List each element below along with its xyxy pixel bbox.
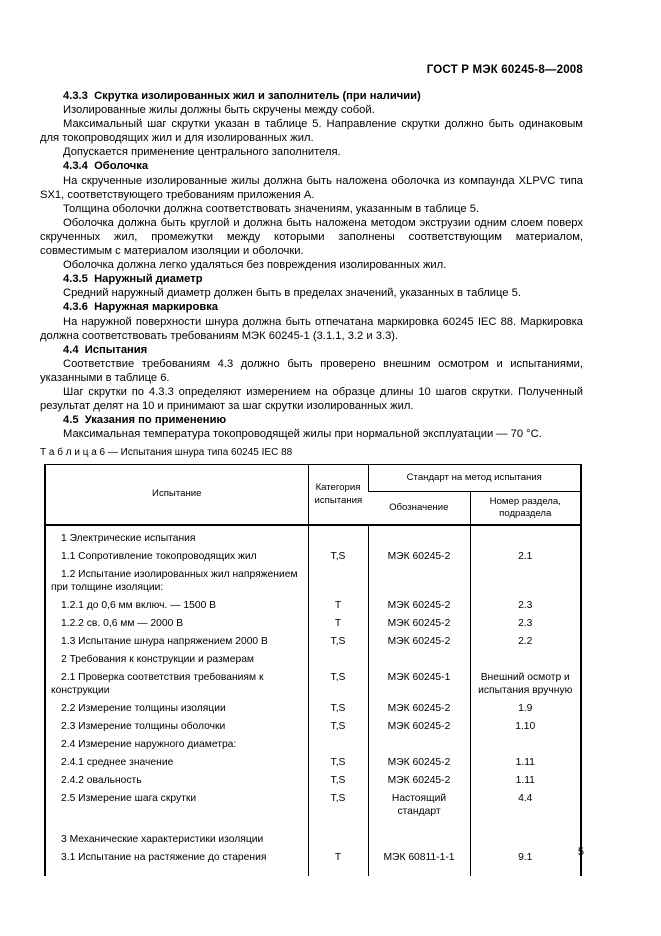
section-heading: 4.3.4 Оболочка <box>63 160 149 173</box>
cell-designation: МЭК 60245-2 <box>368 614 470 632</box>
section-heading: 4.4 Испытания <box>63 343 148 356</box>
cell-category <box>308 565 368 596</box>
table-row <box>45 820 581 849</box>
cell-designation <box>368 735 470 753</box>
column-header-category: Категория испытания <box>308 465 368 525</box>
column-header-method-group: Стандарт на метод испытания <box>368 465 581 492</box>
cell-section <box>470 650 581 668</box>
cell-section: 1.10 <box>470 717 581 735</box>
cell-test: 2.4 Измерение наружного диаметра: <box>61 738 237 750</box>
cell-section <box>470 820 581 849</box>
cell-test: 1.2.1 до 0,6 мм включ. — 1500 В <box>61 599 217 611</box>
paragraph: Допускается применение центрального заполнителя. <box>63 146 341 159</box>
cell-category: T,S <box>308 699 368 717</box>
table-row <box>45 717 581 735</box>
cell-category: T <box>308 596 368 614</box>
cell-test: 2.4.2 овальность <box>61 774 142 786</box>
paragraph: На наружной поверхности шнура должна быть отпечатана маркировка 60245 IEC 88. Маркировка должна соответствовать требованиям МЭК 60245-1 (3.1.1, 3.2 и 3.3). <box>40 315 583 342</box>
cell-designation: МЭК 60811-1-1 <box>368 849 470 877</box>
cell-test: 3 Механические характеристики изоляции <box>61 834 264 846</box>
cell-category: T,S <box>308 771 368 789</box>
table-row <box>45 849 581 877</box>
table-row <box>45 565 581 596</box>
cell-category: T <box>308 614 368 632</box>
body-text <box>40 89 583 441</box>
section-heading: 4.3.3 Скрутка изолированных жил и заполнитель (при наличии) <box>63 90 421 102</box>
cell-test: 1.2 Испытание изолированных жил напряжением при толщине изоляции: <box>51 568 298 593</box>
cell-designation: МЭК 60245-2 <box>368 771 470 789</box>
cell-section: Внешний осмотр и испытания вручную <box>470 668 581 699</box>
cell-section: 1.9 <box>470 699 581 717</box>
cell-designation: МЭК 60245-2 <box>368 596 470 614</box>
cell-test: 1.3 Испытание шнура напряжением 2000 В <box>61 635 268 647</box>
cell-section <box>470 525 581 548</box>
cell-designation: МЭК 60245-2 <box>368 547 470 565</box>
cell-section: 2.2 <box>470 632 581 650</box>
column-header-section: Номер раздела, подраздела <box>470 492 581 525</box>
page-content <box>40 89 583 876</box>
column-header-test: Испытание <box>152 488 202 500</box>
table-row <box>45 632 581 650</box>
cell-designation <box>368 650 470 668</box>
table-row <box>45 771 581 789</box>
cell-test: 2.2 Измерение толщины изоляции <box>61 702 226 714</box>
paragraph: Максимальная температура токопроводящей жилы при нормальной эксплуатации — 70 °С. <box>63 428 542 441</box>
cell-designation <box>368 565 470 596</box>
paragraph: Максимальный шаг скрутки указан в таблице 5. Направление скрутки должно быть одинаковым для токопроводящих жил и для изолированных жил. <box>40 118 583 145</box>
cell-category: T,S <box>308 753 368 771</box>
cell-section: 2.1 <box>470 547 581 565</box>
cell-category: T <box>308 849 368 877</box>
cell-section: 2.3 <box>470 596 581 614</box>
table-row <box>45 789 581 820</box>
paragraph: Изолированные жилы должны быть скручены между собой. <box>63 104 375 117</box>
table-row <box>45 668 581 699</box>
paragraph: Оболочка должна легко удаляться без повреждения изолированных жил. <box>63 259 447 272</box>
cell-designation: МЭК 60245-2 <box>368 753 470 771</box>
cell-section: 1.11 <box>470 771 581 789</box>
table-row <box>45 614 581 632</box>
paragraph: Соответствие требованиям 4.3 должно быть проверено внешним осмотром и испытаниями, указанными в таблице 6. <box>40 357 583 384</box>
paragraph: Толщина оболочки должна соответствовать значениям, указанным в таблице 5. <box>63 202 480 215</box>
table-row <box>45 547 581 565</box>
cell-section <box>470 565 581 596</box>
cell-test: 2.3 Измерение толщины оболочки <box>61 720 226 732</box>
tests-table-wrapper <box>44 464 583 876</box>
table-row <box>45 596 581 614</box>
paragraph: Оболочка должна быть круглой и должна быть наложена методом экструзии одним слоем поверх скрученных жил, промежутки между которыми заполнены соответствующим материалом, совместимым с материалом изоляции и оболочки. <box>40 216 583 258</box>
cell-test: 1 Электрические испытания <box>61 532 196 544</box>
cell-section: 9.1 <box>470 849 581 877</box>
section-heading: 4.5 Указания по применению <box>63 414 226 427</box>
cell-section: 2.3 <box>470 614 581 632</box>
cell-designation: МЭК 60245-2 <box>368 699 470 717</box>
cell-designation: МЭК 60245-1 <box>368 668 470 699</box>
column-header-designation: Обозначение <box>389 501 449 513</box>
cell-test: 1.1 Сопротивление токопроводящих жил <box>61 550 257 562</box>
cell-category <box>308 735 368 753</box>
cell-designation: МЭК 60245-2 <box>368 632 470 650</box>
cell-test: 2.4.1 среднее значение <box>61 756 174 768</box>
cell-category <box>308 650 368 668</box>
cell-category: T,S <box>308 789 368 820</box>
cell-category <box>308 820 368 849</box>
table-header-row-group <box>45 465 581 492</box>
table-caption: Т а б л и ц а 6 — Испытания шнура типа 60245 IEC 88 <box>40 447 293 459</box>
cell-section: 4.4 <box>470 789 581 820</box>
table-row <box>45 525 581 548</box>
table-row <box>45 650 581 668</box>
cell-test: 3.1 Испытание на растяжение до старения <box>61 852 267 864</box>
cell-designation <box>368 820 470 849</box>
cell-test: 1.2.2 св. 0,6 мм — 2000 В <box>61 617 184 629</box>
table-row <box>45 735 581 753</box>
cell-designation: МЭК 60245-2 <box>368 717 470 735</box>
cell-category: T,S <box>308 717 368 735</box>
cell-test: 2.1 Проверка соответствия требованиям к конструкции <box>51 671 264 696</box>
cell-category: T,S <box>308 547 368 565</box>
table-row <box>45 753 581 771</box>
cell-category: T,S <box>308 668 368 699</box>
section-heading: 4.3.6 Наружная маркировка <box>63 301 219 314</box>
tests-table-head <box>45 465 581 525</box>
section-heading: 4.3.5 Наружный диаметр <box>63 273 203 286</box>
tests-table <box>44 464 582 876</box>
cell-designation <box>368 525 470 548</box>
page-number: 5 <box>577 846 584 858</box>
cell-category: T,S <box>308 632 368 650</box>
cell-section: 1.11 <box>470 753 581 771</box>
paragraph: Средний наружный диаметр должен быть в пределах значений, указанных в таблице 5. <box>63 287 521 300</box>
paragraph: На скрученные изолированные жилы должна быть наложена оболочка из компаунда XLPVC типа SX1, соответствующего требованиям приложения А. <box>40 174 583 201</box>
table-row <box>45 699 581 717</box>
paragraph: Шаг скрутки по 4.3.3 определяют измерением на образце длины 10 шагов скрутки. Полученный результат делят на 10 и принимают за шаг скрутки изолированных жил. <box>40 385 583 413</box>
cell-test: 2.5 Измерение шага скрутки <box>61 792 197 804</box>
standard-number-header: ГОСТ Р МЭК 60245-8—2008 <box>426 64 583 76</box>
cell-section <box>470 735 581 753</box>
cell-category <box>308 525 368 548</box>
tests-table-body <box>45 525 581 877</box>
cell-test: 2 Требования к конструкции и размерам <box>61 653 255 665</box>
cell-designation: Настоящий стандарт <box>368 789 470 820</box>
